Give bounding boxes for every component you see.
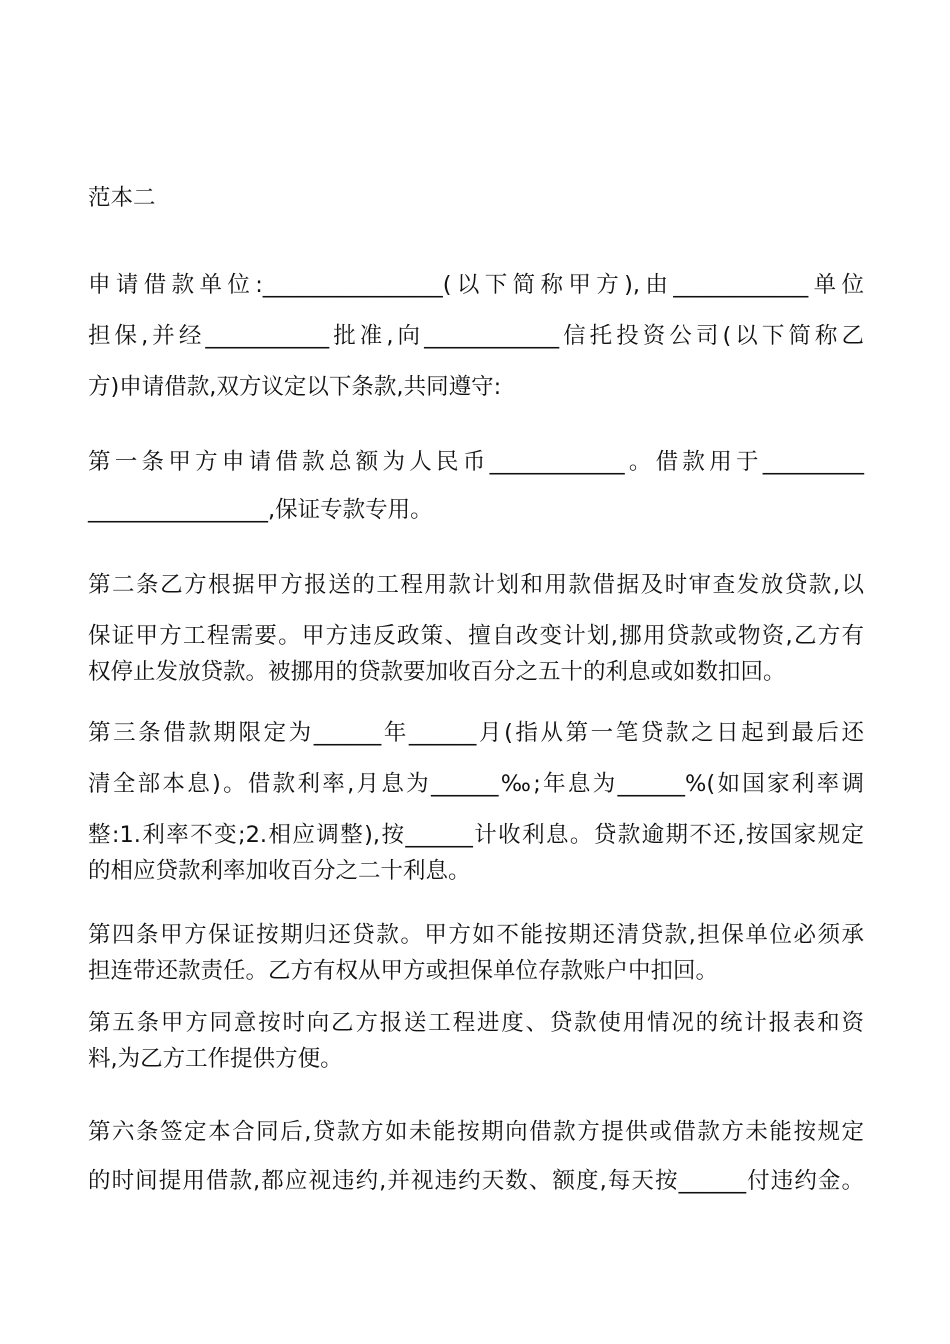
article-3-line: 的相应贷款利率加收百分之二十利息。 (88, 858, 471, 884)
article-1-line: ________________,保证专款专用。 (88, 497, 433, 523)
article-2-line: 保证甲方工程需要。甲方违反政策、擅自改变计划,挪用贷款或物资,乙方有 (88, 623, 864, 649)
article-4-line: 担连带还款责任。乙方有权从甲方或担保单位存款账户中扣回。 (88, 958, 719, 984)
article-5-line: 第五条甲方同意按时向乙方报送工程进度、贷款使用情况的统计报表和资 (88, 1010, 864, 1036)
heading: 范本二 (88, 185, 156, 211)
article-5-line: 料,为乙方工作提供方便。 (88, 1046, 343, 1072)
article-6-line: 的时间提用借款,都应视违约,并视违约天数、额度,每天按______付违约金。 (88, 1168, 864, 1194)
article-1-line: 第一条甲方申请借款总额为人民币____________。借款用于_________ (88, 449, 864, 475)
preamble-line: 担保,并经___________批准,向____________信托投资公司(以下简称乙 (88, 323, 864, 349)
article-6-line: 第六条签定本合同后,贷款方如未能按期向借款方提供或借款方未能按规定 (88, 1119, 864, 1145)
preamble-line: 方)申请借款,双方议定以下条款,共同遵守: (88, 374, 502, 400)
article-3-line: 整:1.利率不变;2.相应调整),按______计收利息。贷款逾期不还,按国家规定 (88, 822, 864, 848)
article-4-line: 第四条甲方保证按期归还贷款。甲方如不能按期还清贷款,担保单位必须承 (88, 922, 864, 948)
article-3-line: 清全部本息)。借款利率,月息为______‰;年息为______%(如国家利率调 (88, 771, 864, 797)
preamble-line: 申请借款单位:________________(以下简称甲方),由____________单位 (88, 272, 864, 298)
article-3-line: 第三条借款期限定为______年______月(指从第一笔贷款之日起到最后还 (88, 720, 864, 746)
article-2-line: 第二条乙方根据甲方报送的工程用款计划和用款借据及时审查发放贷款,以 (88, 572, 864, 598)
article-2-line: 权停止发放贷款。被挪用的贷款要加收百分之五十的利息或如数扣回。 (88, 659, 786, 685)
